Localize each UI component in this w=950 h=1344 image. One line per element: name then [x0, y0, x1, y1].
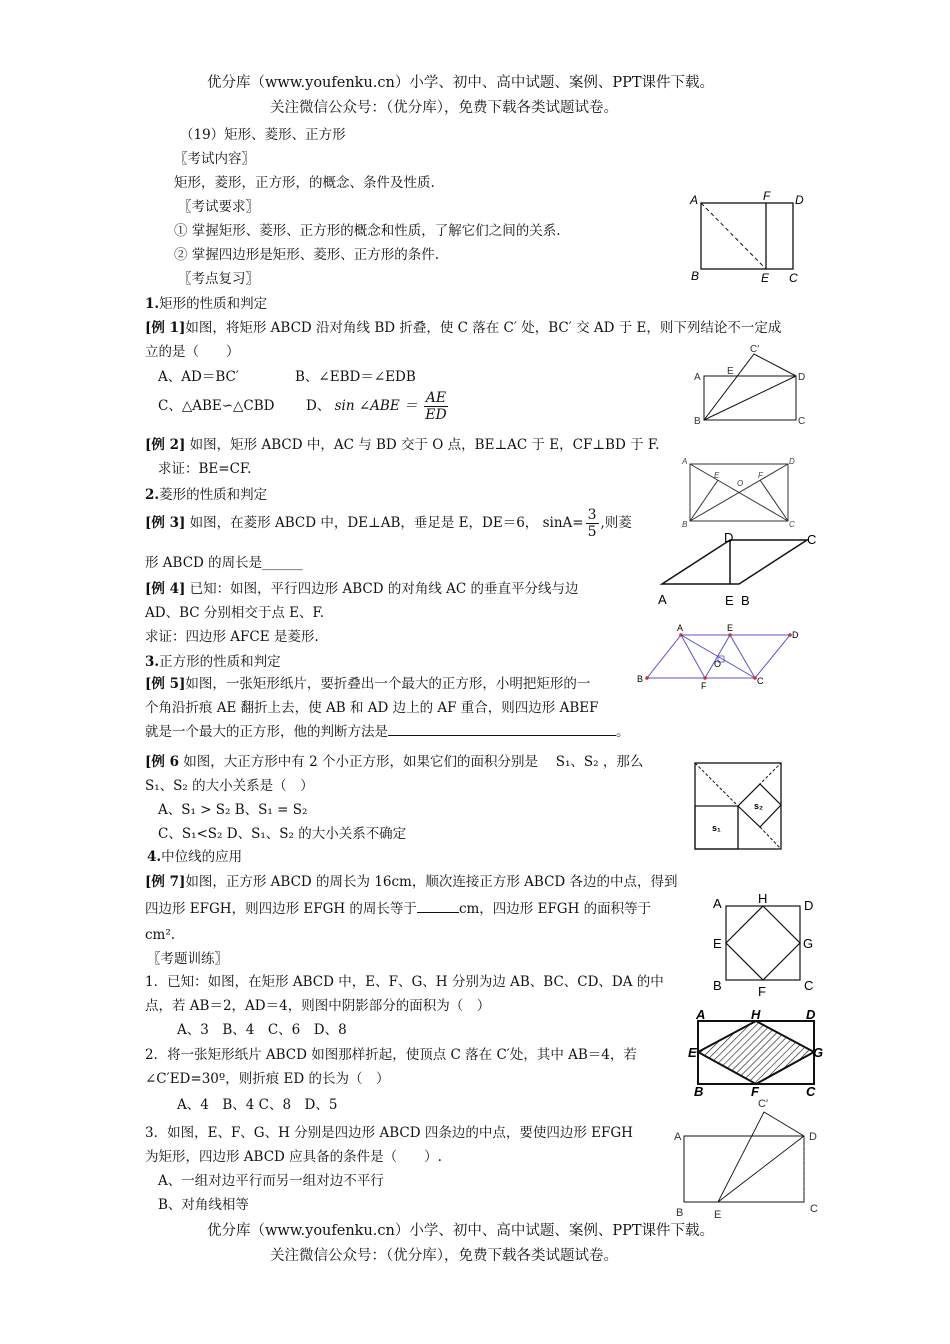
figure-parallelogram	[635, 620, 810, 695]
f4-label-d: D	[724, 530, 734, 545]
example-4-line-3: 求证：四边形 AFCE 是菱形.	[145, 629, 319, 645]
question-3-option-a: A、一组对边平行而另一组对边不平行	[158, 1173, 384, 1189]
example-5-text-3: 就是一个最大的正方形，他的判断方法是	[145, 724, 388, 740]
section-1-title: 矩形的性质和判定	[159, 296, 268, 312]
section-4-title: 中位线的应用	[161, 849, 243, 865]
f7-label-c: C	[804, 978, 814, 993]
f6-label-s2: s₂	[754, 801, 764, 811]
example-7-line-3: cm².	[145, 927, 176, 943]
f5-label-f: F	[701, 681, 707, 691]
example-7-text-2a: 四边形 EFGH，则四边形 EFGH 的周长等于	[145, 901, 417, 917]
f5-point-b	[645, 676, 649, 680]
f8-label-g: G	[813, 1045, 823, 1060]
requirement-1: ① 掌握矩形、菱形、正方形的概念和性质，了解它们之间的关系.	[174, 223, 561, 239]
f8-label-h: H	[751, 1008, 761, 1022]
example-6-options-2: C、S₁<S₂ D、S₁、S₂ 的大小关系不确定	[158, 826, 407, 842]
option-d-numerator: AE	[425, 390, 447, 406]
footer-line-1: 优分库（www.youfenku.cn）小学、初中、高中试题、案例、PPT课件下载。	[207, 1223, 715, 1239]
f1-label-f: F	[763, 189, 771, 203]
figure-shaded-rhombus	[688, 1008, 823, 1098]
f8-label-b: B	[694, 1084, 704, 1098]
example-7-tag: [例 7]	[145, 874, 186, 890]
exam-requirements-heading: 〖考试要求〗	[178, 199, 259, 215]
question-2-line-2: ∠C′ED=30º，则折痕 ED 的长为（ ）	[145, 1071, 390, 1087]
review-heading: 〖考点复习〗	[178, 271, 259, 287]
f7-label-h: H	[758, 891, 768, 906]
example-6-options-1: A、S₁ > S₂ B、S₁ = S₂	[158, 802, 308, 818]
f1-rect	[701, 203, 793, 269]
option-d-denominator: ED	[425, 407, 447, 423]
f5-point-e	[728, 633, 732, 637]
f2-label-e: E	[727, 366, 734, 377]
f2-label-d: D	[798, 372, 806, 383]
figure-fold-bd	[690, 342, 810, 432]
f4-label-c: C	[807, 532, 817, 547]
exam-content: 矩形，菱形，正方形，的概念、条件及性质.	[174, 175, 435, 191]
example-7-text-2b: cm，四边形 EFGH 的面积等于	[458, 901, 652, 917]
f3-label-o: O	[737, 479, 744, 488]
example-5-text: 如图，一张矩形纸片，要折叠出一个最大的正方形，小明把矩形的一	[185, 676, 591, 692]
example-3-denominator: 5	[587, 524, 597, 540]
section-1-heading	[145, 295, 267, 313]
exam-content-heading: 〖考试内容〗	[174, 151, 255, 167]
f9-folded	[718, 1112, 804, 1202]
question-3-option-b: B、对角线相等	[158, 1197, 249, 1213]
f1-label-a: A	[690, 193, 699, 207]
f6-diagonal-edges	[695, 763, 781, 806]
figure-rhombus	[652, 530, 822, 610]
example-6-tag: [例 6	[145, 754, 179, 770]
f5-label-c: C	[757, 676, 764, 686]
example-4-line-2: AD、BC 分别相交于点 E、F.	[145, 605, 325, 621]
question-1-line-2: 点，若 AB＝2，AD＝4，则图中阴影部分的面积为（ ）	[145, 998, 491, 1014]
example-7-line-2	[145, 900, 651, 918]
question-2-options: A、4 B、4 C、8 D、5	[177, 1097, 338, 1113]
example-3-line-1	[145, 505, 632, 541]
example-6-text: 如图，大正方形中有 2 个小正方形，如果它们的面积分别是 S₁、S₂ ，那么	[178, 754, 644, 770]
f4-label-b: B	[741, 593, 750, 608]
f8-label-e: E	[688, 1045, 697, 1060]
f5-label-d: D	[792, 630, 799, 640]
example-1-line-1	[145, 319, 781, 337]
option-d-sin: sin ∠ABE ＝	[334, 398, 418, 414]
f8-label-f: F	[751, 1084, 759, 1098]
f3-label-f: F	[758, 471, 763, 480]
f2-label-a: A	[694, 372, 701, 383]
f7-label-f: F	[758, 984, 766, 999]
f2-label-c1: C′	[750, 344, 760, 355]
f8-label-c: C	[806, 1084, 816, 1098]
f3-label-d: D	[789, 457, 795, 466]
section-3-heading	[145, 653, 281, 671]
f2-diagonal-bd	[704, 376, 796, 420]
option-d	[306, 389, 450, 423]
example-2-line-2: 求证：BE=CF.	[158, 461, 252, 477]
example-5-line-3	[145, 723, 630, 741]
example-6-line-2: S₁、S₂ 的大小关系是（ ）	[145, 778, 314, 794]
example-4-tag: [例 4]	[145, 581, 186, 597]
f7-label-e: E	[713, 936, 722, 951]
option-b: B、∠EBD＝∠EDB	[295, 369, 416, 385]
example-3-line-2: 形 ABCD 的周长是______	[145, 555, 303, 571]
f4-label-a: A	[658, 592, 667, 607]
section-3-title: 正方形的性质和判定	[159, 654, 281, 670]
f5-ec	[730, 635, 755, 678]
f4-label-e: E	[725, 593, 734, 608]
section-4-heading	[147, 848, 242, 866]
example-2-text: 如图，矩形 ABCD 中，AC 与 BD 交于 O 点，BE⊥AC 于 E，CF⊥BD 于 F.	[185, 437, 660, 453]
f7-efgh	[726, 906, 800, 980]
example-3-text: 如图，在菱形 ABCD 中，DE⊥AB，垂足是 E，DE＝6， sinA=	[185, 515, 584, 531]
f2-folded	[704, 354, 796, 420]
f1-label-c: C	[789, 271, 798, 285]
example-2-line-1	[145, 436, 659, 454]
requirement-2: ② 掌握四边形是矩形、菱形、正方形的条件.	[174, 247, 440, 263]
example-5-blank	[388, 735, 616, 736]
section-title: （19）矩形、菱形、正方形	[180, 127, 346, 143]
f7-label-g: G	[803, 936, 814, 951]
footer-line-2: 关注微信公众号：（优分库），免费下载各类试题试卷。	[270, 1248, 618, 1264]
figure-midpoint-square	[707, 890, 822, 1000]
f9-label-c: C	[810, 1203, 818, 1215]
f1-label-d: D	[795, 193, 804, 207]
option-d-fraction	[424, 390, 448, 423]
f9-label-a: A	[674, 1131, 682, 1143]
f9-crease-ed	[718, 1136, 804, 1202]
f4-rhombus	[662, 540, 807, 584]
f5-label-a: A	[677, 623, 684, 633]
f9-label-e: E	[714, 1209, 722, 1219]
training-heading: 〖考题训练〗	[147, 951, 228, 967]
f6-helper-3	[716, 763, 759, 784]
figure-fold-ed	[672, 1094, 827, 1219]
example-5-line-2: 个角沿折痕 AE 翻折上去，使 AB 和 AD 边上的 AF 重合，则四边形 ABEF	[145, 700, 599, 716]
question-2-line-1: 2．将一张矩形纸片 ABCD 如图那样折起，使顶点 C 落在 C′处，其中 AB＝4，若	[145, 1047, 637, 1063]
f5-ef	[705, 635, 730, 678]
example-1-text: 如图，将矩形 ABCD 沿对角线 BD 折叠，使 C 落在 C′ 处，BC′ 交 AD 于 E，则下列结论不一定成	[185, 320, 782, 336]
f5-label-e: E	[727, 623, 734, 633]
example-3-numerator: 3	[587, 507, 597, 523]
f3-be	[690, 480, 718, 521]
figure-rectangle-fold	[685, 188, 805, 288]
option-d-label: D、	[306, 398, 331, 414]
section-1-number: 1.	[145, 296, 160, 312]
example-3-fraction	[586, 507, 599, 540]
header-line-2: 关注微信公众号：（优分库），免费下载各类试题试卷。	[270, 100, 618, 116]
example-7-text: 如图，正方形 ABCD 的周长为 16cm，顺次连接正方形 ABCD 各边的中点，得到	[185, 874, 678, 890]
f8-label-d: D	[806, 1008, 816, 1022]
f3-label-a: A	[682, 457, 688, 466]
example-3-tail: ,则菱	[600, 515, 632, 531]
example-5-end: 。	[616, 724, 630, 740]
f5-point-f	[703, 676, 707, 680]
example-6-line-1	[145, 753, 643, 771]
section-2-heading	[145, 486, 267, 504]
f5-point-a	[679, 633, 683, 637]
option-a: A、AD＝BC′	[158, 369, 239, 385]
f7-label-a: A	[713, 896, 722, 911]
f3-cf	[760, 480, 788, 521]
example-2-tag: [例 2]	[145, 437, 186, 453]
f5-label-b: B	[637, 674, 644, 684]
example-5-tag: [例 5]	[145, 676, 186, 692]
question-3-line-1: 3．如图，E、F、G、H 分别是四边形 ABCD 四条边的中点，要使四边形 EFGH	[145, 1125, 633, 1141]
f3-label-e: E	[714, 471, 720, 480]
f3-label-c: C	[789, 520, 795, 529]
f2-label-c: C	[798, 416, 806, 427]
example-7-blank-1	[417, 912, 459, 913]
f9-label-c1: C′	[758, 1098, 769, 1110]
f7-label-d: D	[804, 898, 814, 913]
f8-label-a: A	[696, 1008, 706, 1022]
header-line-1: 优分库（www.youfenku.cn）小学、初中、高中试题、案例、PPT课件下载。	[207, 75, 715, 91]
example-5-line-1	[145, 675, 590, 693]
question-1-options: A、3 B、4 C、6 D、8	[177, 1022, 347, 1038]
f3-label-b: B	[682, 520, 688, 529]
f1-label-e: E	[761, 271, 770, 285]
example-1-line-2: 立的是（ ）	[145, 344, 240, 360]
example-4-line-1	[145, 580, 578, 598]
f5-label-o: O	[714, 659, 722, 669]
section-2-number: 2.	[145, 487, 160, 503]
f8-shaded-region	[698, 1021, 814, 1084]
f2-label-b: B	[694, 416, 701, 427]
section-2-title: 菱形的性质和判定	[159, 487, 268, 503]
example-7-line-1	[145, 873, 678, 891]
question-3-line-2: 为矩形，四边形 ABCD 应具备的条件是（ ）.	[145, 1149, 442, 1165]
example-3-tag: [例 3]	[145, 515, 186, 531]
f6-corner-edge	[760, 827, 781, 849]
question-1-line-1: 1．已知：如图，在矩形 ABCD 中，E、F、G、H 分别为边 AB、BC、CD、DA 的中	[145, 974, 664, 990]
f7-square	[726, 906, 800, 980]
f1-dashed-ae	[701, 203, 766, 269]
f9-label-b: B	[676, 1207, 684, 1219]
f9-rect-solid	[684, 1136, 804, 1202]
option-c: C、△ABE∽△CBD	[158, 398, 275, 414]
figure-squares	[690, 758, 790, 858]
section-3-number: 3.	[145, 654, 160, 670]
f1-label-b: B	[691, 269, 700, 283]
section-4-number: 4.	[147, 849, 162, 865]
f9-label-d: D	[809, 1131, 817, 1143]
f6-label-s1: s₁	[712, 823, 721, 833]
example-1-tag: [例 1]	[145, 320, 186, 336]
example-4-text: 已知：如图，平行四边形 ABCD 的对角线 AC 的垂直平分线与边	[185, 581, 579, 597]
figure-rectangle-diagonals	[680, 455, 800, 530]
f7-label-b: B	[713, 978, 722, 993]
